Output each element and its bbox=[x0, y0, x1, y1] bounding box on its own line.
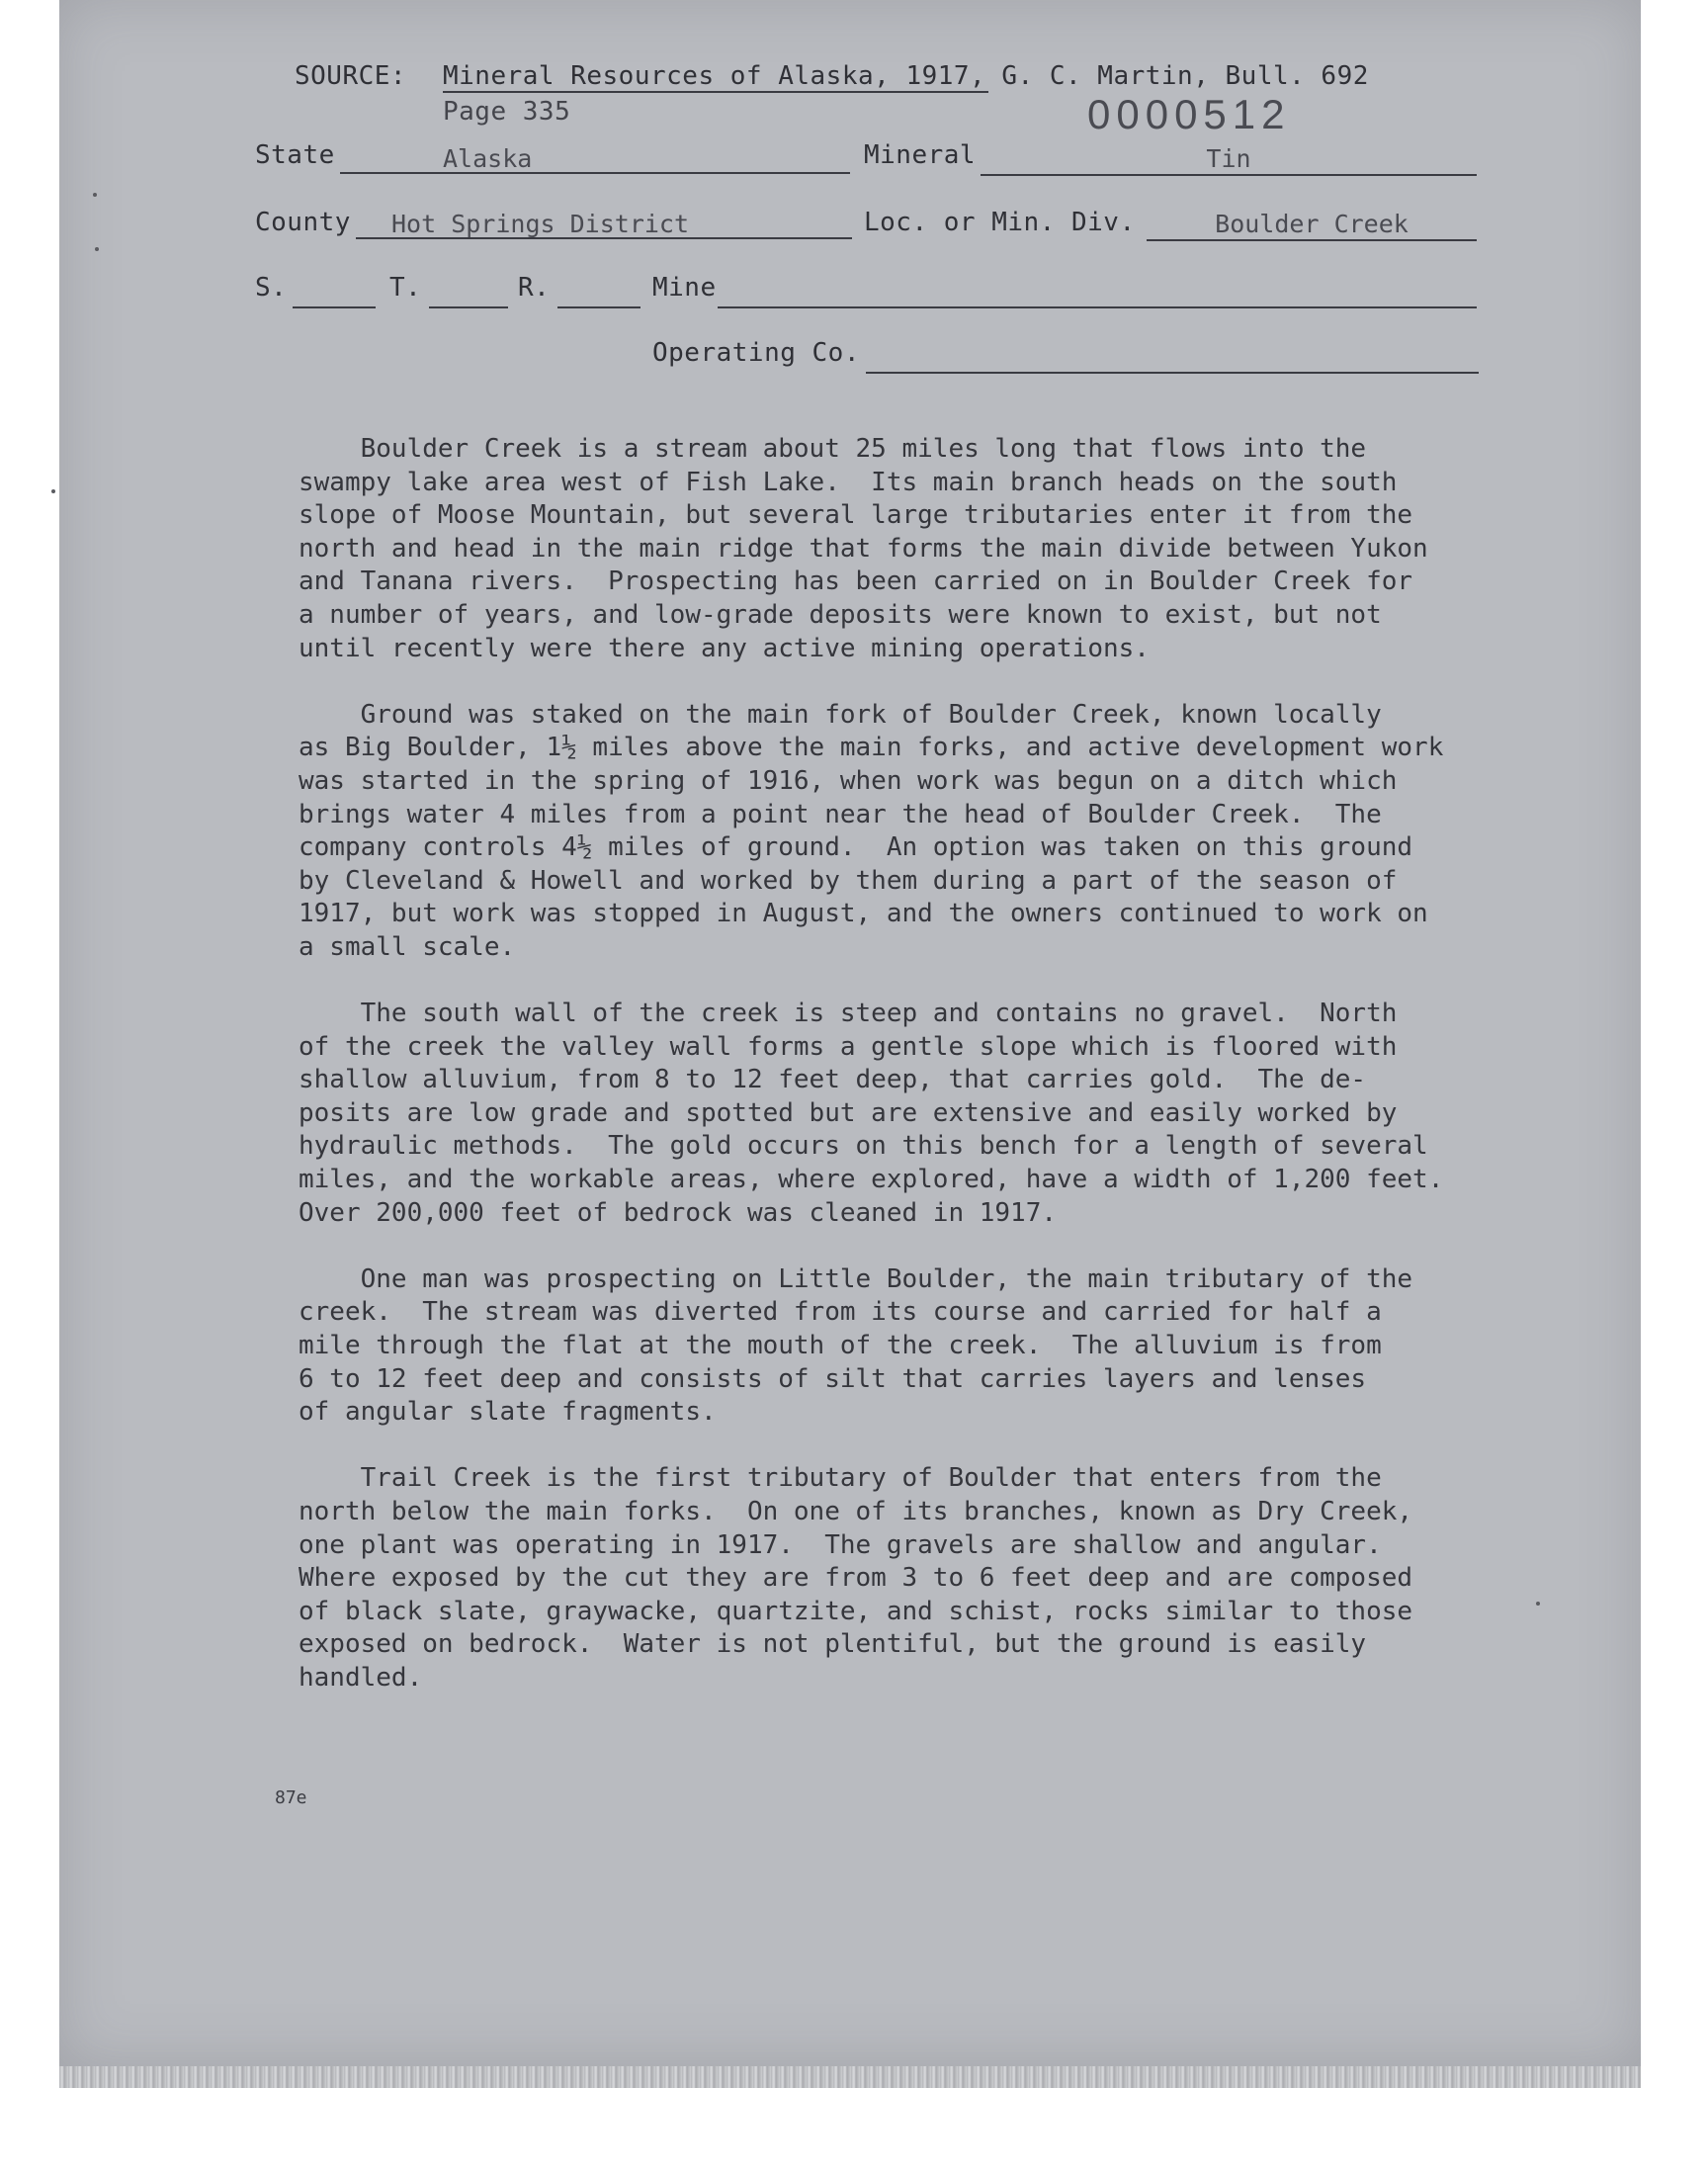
scan-speck bbox=[1536, 1602, 1540, 1606]
operating-company-field bbox=[866, 342, 1479, 374]
page-mark: 87e bbox=[275, 1787, 307, 1808]
page-reference: Page 335 bbox=[443, 97, 571, 127]
range-field bbox=[557, 277, 640, 308]
mineral-label: Mineral bbox=[864, 140, 977, 170]
section-field bbox=[293, 277, 376, 308]
source-value: Mineral Resources of Alaska, 1917, G. C. Martin, Bull. 692 bbox=[443, 61, 1369, 91]
mine-label: Mine bbox=[652, 273, 717, 303]
state-label: State bbox=[255, 140, 335, 170]
paragraph-little-boulder: One man was prospecting on Little Boulder, the main tributary of the creek. The stream was diverted from its course and carried for half a mile through the flat at the mouth of the creek. The alluvium is from 6 to 12 feet deep and consists of silt that carries layers and lenses of angular slate fragments. bbox=[299, 1263, 1413, 1428]
paragraph-trail-creek: Trail Creek is the first tributary of Boulder that enters from the north below the main forks. On one of its branches, known as Dry Creek, one plant was operating in 1917. The gravels are shallow and angular. Where exposed by the cut they are from 3 to 6 feet deep and are composed of black slate, graywacke, quartzite, and schist, rocks similar to those exposed on bedrock. Water is not plentiful, but the ground is easily handled. bbox=[299, 1463, 1413, 1693]
township-label: T. bbox=[389, 273, 422, 303]
section-label: S. bbox=[255, 273, 288, 303]
mineral-field: Tin bbox=[981, 144, 1477, 176]
location-field: Boulder Creek bbox=[1147, 210, 1477, 241]
paragraph-boulder-creek: Boulder Creek is a stream about 25 miles long that flows into the swampy lake area west of Fish Lake. Its main branch heads on the south slope of Moose Mountain, but several large tributaries enter it from the north and head in the main ridge that forms the main divide between Yukon and Tanana rivers. Prospecting has been carried on in Boulder Creek for a number of years, and low-grade deposits were known to exist, but not until recently were there any active mining operations. bbox=[299, 434, 1428, 663]
scan-speck bbox=[93, 193, 97, 197]
paragraph-big-boulder: Ground was staked on the main fork of Boulder Creek, known locally as Big Boulder, 1½ miles above the main forks, and active development work was started in the spring of 1916, when work was begun on a ditch which brings water 4 miles from a point near the head of Boulder Creek. The company controls 4½ miles of ground. An option was taken on this ground by Cleveland & Howell and worked by them during a part of the season of 1917, but work was stopped in August, and the owners continued to work on a small scale. bbox=[299, 699, 1444, 962]
location-label: Loc. or Min. Div. bbox=[864, 208, 1136, 237]
county-label: County bbox=[255, 208, 351, 237]
operating-company-label: Operating Co. bbox=[652, 338, 860, 368]
document-body bbox=[299, 433, 1534, 1728]
scan-speck bbox=[95, 247, 99, 251]
document-number: 0000512 bbox=[1087, 91, 1291, 137]
township-field bbox=[429, 277, 508, 308]
paragraph-south-wall: The south wall of the creek is steep and contains no gravel. North of the creek the valley wall forms a gentle slope which is floored with shallow alluvium, from 8 to 12 feet deep, that carries gold. The de- posits are low grade and spotted but are extensive and easily worked by hydraulic methods. The gold occurs on this bench for a length of several miles, and the workable areas, where explored, have a width of 1,200 feet. Over 200,000 feet of bedrock was cleaned in 1917. bbox=[299, 999, 1444, 1228]
scan-speck bbox=[51, 489, 55, 493]
mine-field bbox=[718, 277, 1477, 308]
range-label: R. bbox=[518, 273, 551, 303]
county-field: Hot Springs District bbox=[356, 210, 852, 239]
scan-edge-strip bbox=[59, 2066, 1641, 2088]
state-field: Alaska bbox=[340, 144, 850, 174]
source-label: SOURCE: bbox=[295, 61, 407, 91]
